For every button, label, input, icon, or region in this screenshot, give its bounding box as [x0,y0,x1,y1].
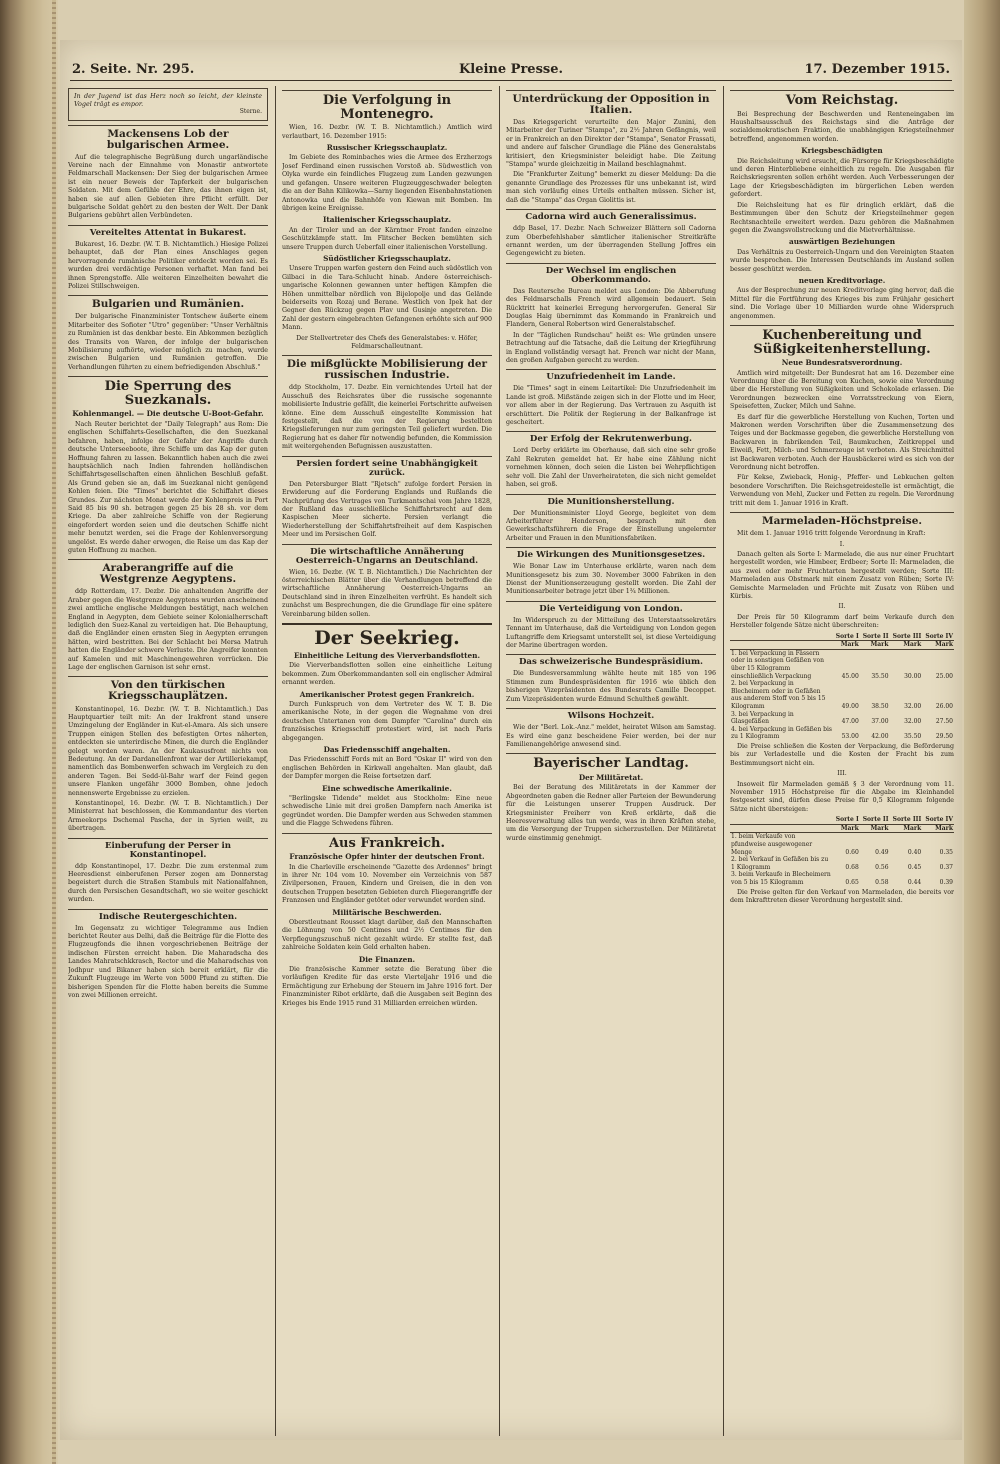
headline: Indische Reutergeschichten. [68,909,268,922]
table-row [730,856,954,871]
price-cell: 0.68 [845,863,859,871]
article-text: Für Kekse, Zwieback, Honig-, Pfeffer- und Lebkuchen gelten besondere Vorschriften. Die Reichsgetreidestelle ist ermächtigt, die Verwendung von Mehl, Zucker und Fetten zu regeln. Die Verordnung tritt mit dem 1. Januar 1916 in Kraft. [730,474,954,507]
headline: Persien fordert seine Unabhängigkeit zurück. [282,456,492,478]
price-cell: 0.60 [845,848,859,856]
article-text: Die "Frankfurter Zeitung" bemerkt zu dieser Meldung: Da die genannte Grundlage des Prozesses für uns unbekannt ist, wird man sich vorläufig eines Urteils enthalten müssen. Sicher ist, daß die "Stampa" das Organ Giolittis ist. [506,171,716,204]
article-text: "Berlingske Tidende" meldet aus Stockholm: Eine neue schwedische Linie mit drei großen Dampfern nach Amerika ist gegründet worden. Die Dampfer werden aus Schweden stammen und die Flagge Schwedens führen. [282,794,492,828]
headline: Mackensens Lob der bulgarischen Armee. [68,125,268,151]
section-number: III. [837,770,847,778]
headline: Die wirtschaftliche Annäherung Oesterreich-Ungarns an Deutschland. [282,544,492,566]
article-text: Insoweit für Marmeladen gemäß § 3 der Verordnung vom 11. November 1915 Höchstpreise für die Abgabe im Kleinhandel festgesetzt sind, dürfen diese Preise für 0,5 Kilogramm folgende Sätze nicht übersteigen: [730,780,954,813]
subheadline: Kriegsbeschädigten [801,146,883,156]
price-cell: 35.50 [871,672,889,680]
article-text: Aus der Besprechung zur neuen Kreditvorlage ging hervor, daß die Mittel für die Fortführung des Krieges bis zum Frühjahr gesichert sind. Die Vorlage über 10 Milliarden wurde ohne Widerspruch angenommen. [730,287,954,320]
headline: Marmeladen-Höchstpreise. [730,512,954,527]
issue-date: 17. Dezember 1915. [804,62,950,77]
article-text: Bei der Beratung des Militäretats in der Kammer der Abgeordneten gaben die Redner aller Parteien der Bewunderung für die Leistungen unserer Truppen Ausdruck. Der Kriegsminister Freiherr von Kreß erklärte, daß die Heeresverwaltung alles tun werde, was in ihren Kräften stehe, um die Versorgung der Truppen sicherzustellen. Der Militäretat wurde einstimmig genehmigt. [506,784,716,842]
article-text: Der bulgarische Finanzminister Tontschew äußerte einem Mitarbeiter des Sofioter "Utro" gegenüber: "Unser Verhältnis zu Rumänien ist das denkbar beste. Ein Abkommen bezüglich des Transits von Waren, der infolge der bulgarischen Mobilisierung aufhörte, wieder möglich zu machen, wurde zwischen Bulgarien und Rumänien getroffen. Die Verhandlungen führten zu einem befriedigenden Abschluß." [68,313,268,371]
article-text: Auf die telegraphische Begrüßung durch ungarländische Vereine nach der Einnahme von Monastir antwortete Feldmarschall Mackensen: Der Sieg der bulgarischen Armee ist ein neuer Beweis der Tapferkeit der bulgarischen Soldaten. Mit dem Gefühle der Ehre, das ihnen eigen ist, haben sie auf allen Gebieten ihre Pflicht erfüllt. Der bulgarische Soldat gehört zu den besten der Welt. Der Dank Bulgariens gebührt allen Verbündeten. [68,153,268,220]
headline: Die mißglückte Mobilisierung der russischen Industrie. [282,355,492,381]
subheadline: Italienischer Kriegsschauplatz. [322,215,452,225]
headline: Der Erfolg der Rekrutenwerbung. [506,431,716,444]
article-text: Das Reutersche Bureau meldet aus London: Die Abberufung des Feldmarschalls French wird allgemein bedauert. Sein Rücktritt hat keinerlei Erregung hervorgerufen. General Sir Douglas Haig übernimmt das Kommando in Frankreich und Flandern, General Robertson wird Generalstabschef. [506,287,716,329]
motto-signature: Sterne. [239,108,262,116]
price-cell: 27.50 [935,718,953,726]
column-unit: Mark [833,824,860,833]
table-row [730,871,954,886]
column-unit: Mark [890,824,923,833]
article-text: Bei Besprechung der Beschwerden und Renteneingaben im Haushaltsausschuß des Reichstags sind die Anträge der sozialdemokratischen Fraktion, die unabhängigen Kriegsteilnehmer betreffend, angenommen worden. [730,110,954,143]
article-text: Im Widerspruch zu der Mitteilung des Unterstaatssekretärs Tennant im Unterhause, daß die Verteidigung von London gegen Luftangriffe dem Kriegsamt unterstellt sei, ist diese Verteidigung der Marine übertragen worden. [506,616,716,650]
article-text: Mit dem 1. Januar 1916 tritt folgende Verordnung in Kraft: [737,530,926,538]
price-cell: 0.39 [939,878,953,886]
price-table-2 [730,816,954,886]
page-number: 2. Seite. Nr. 295. [72,62,195,77]
table-unit-row [730,641,954,650]
price-cell: 0.58 [875,878,889,886]
page-edge [964,0,1000,1464]
row-label: 1. beim Verkaufe von pfundweise ausgewogener Menge [731,833,813,856]
article-text: Durch Funkspruch von dem Vertreter des W. T. B. Die amerikanische Note, in der gegen die Wegnahme von drei deutschen Untertanen von dem Dampfer "Carolina" durch ein französisches Kriegsschiff protestiert wird, ist nach Paris abgegangen. [282,700,492,742]
article-text: Bukarest, 16. Dezbr. (W. T. B. Nichtamtlich.) Hiesige Polizei behauptet, daß der Plan eines Anschlages gegen hervorragende rumänische Politiker entdeckt worden sei. Es wurden drei verdächtige Personen verhaftet. Man fand bei ihnen Sprengstoffe. Alle weiteren Einzelheiten bewahrt die Polizei Stillschweigen. [68,240,268,290]
price-cell: 0.35 [939,848,953,856]
table-header-row [730,816,954,824]
subheadline: Kohlenmangel. — Die deutsche U-Boot-Gefahr. [72,409,264,419]
subheadline: Amerikanischer Protest gegen Frankreich. [299,689,475,699]
column-header: Sorte IV [922,816,954,824]
article-text: ddp Konstantinopel, 17. Dezbr. Die zum erstenmal zum Heeresdienst einberufenen Perser zogen am Donnerstag begeistert durch die Straßen Stambuls mit Nationalfahnen, durch den Persischen Gesandtschaft, wo sie weiter geschickt wurden. [68,862,268,904]
subheadline: Militärische Beschwerden. [332,907,442,917]
newspaper-page [60,40,962,1440]
section-number: II. [838,603,846,611]
article-text: Wien, 16. Dezbr. (W. T. B. Nichtamtlich.) Amtlich wird verlautbart, 16. Dezember 1915: [282,124,492,140]
headline: Die Verteidigung von London. [506,601,716,614]
headline: Cadorna wird auch Generalissimus. [506,209,716,222]
headline: Bulgarien und Rumänien. [68,295,268,310]
article-text: Den Petersburger Blatt "Rjetsch" zufolge fordert Persien in Erwiderung auf die Forderung Englands und Rußlands die Nachprüfung des Vertrages von Turkmantschai vom Jahre 1828, der Rußland das ausschließliche Schiffahrtsrecht auf dem Kaspischen Meer sicherte. Persien verlangt die Wiederherstellung der Schiffahrtsfreiheit auf dem Kaspischen Meer und im Persischen Golf. [282,480,492,539]
subheadline: Französische Opfer hinter der deutschen Front. [289,852,485,862]
column-3 [506,86,716,1436]
article-text: Die "Times" sagt in einem Leitartikel: Die Unzufriedenheit im Lande ist groß. Mißstände zeigen sich in der Flotte und im Heer, vor allem aber in der Regierung. Das Vertrauen zu Asquith ist erschüttert. Die Politik der Regierung in der Balkanfrage ist gescheitert. [506,385,716,427]
article-text: Der Munitionsminister Lloyd George, begleitet von dem Arbeiterführer Henderson, besprach mit den Gewerkschaftsführern die Frage der Einstellung ungelernter Arbeiter und Frauen in den Munitionsfabriken. [506,509,716,542]
table-row [730,833,954,856]
price-cell: 0.56 [875,863,889,871]
headline: Vereiteltes Attentat in Bukarest. [68,225,268,238]
article-text: Das Verhältnis zu Oesterreich-Ungarn und den Vereinigten Staaten wurde besprochen. Die Interessen Deutschlands im Ausland sollen besser geschützt werden. [730,248,954,273]
price-cell: 49.00 [841,702,859,710]
article-text: ddp Basel, 17. Dezbr. Nach Schweizer Blättern soll Cadorna zum Oberbefehlshaber sämtlicher italienischer Streitkräfte ernannt werden, um der überragenden Stellung Joffres ein Gegengewicht zu bieten. [506,225,716,258]
columns [68,86,956,1436]
price-cell: 0.49 [875,848,889,856]
headline: Unterdrückung der Opposition in Italien. [506,90,716,116]
article-text: Die Reichsleitung wird ersucht, die Fürsorge für Kriegsbeschädigte und deren Hinterbliebene einheitlich zu regeln. Die Ausgaben für Reichskriegsrenten sollen erhöht werden. Auch Verbesserungen der Lage der Kriegsbeschädigten im bürgerlichen Leben werden gefordert. [730,157,954,199]
motto-box [68,88,268,121]
column-unit: Mark [860,824,890,833]
subheadline: Eine schwedische Amerikalinie. [322,783,452,793]
headline: Die Wirkungen des Munitionsgesetzes. [506,547,716,560]
headline: Die Munitionsherstellung. [506,494,716,507]
price-cell: 53.00 [841,733,859,741]
article-text: In die Charleville erscheinende "Gazette des Ardennes" bringt in ihrer Nr. 104 vom 10. November ein Verzeichnis von 587 Zivilpersonen, Frauen, Kindern und Greisen, die in den von deutschen Truppen besetzten Gebieten durch Fliegerangriffe der Franzosen und Engländer getötet oder verwundet worden sind. [282,863,492,905]
headline: Die Sperrung des Suezkanals. [68,376,268,407]
article-text: Die Reichsleitung hat es für dringlich erklärt, daß die Bestimmungen über den Schutz der Kriegsteilnehmer gegen Rechtsnachteile erweitert werden. Dazu gehören die Maßnahmen gegen die Zwangsvollstreckung und die Mietverhältnisse. [730,201,954,234]
column-header: Sorte II [860,816,890,824]
column-unit: Mark [922,824,954,833]
section-number: I. [839,540,845,548]
column-header: Sorte I [833,816,860,824]
table-row [730,711,954,726]
headline: Kuchenbereitung und Süßigkeitenherstellung. [730,325,954,356]
price-cell: 0.65 [845,878,859,886]
subheadline: Russischer Kriegsschauplatz. [326,143,448,153]
price-cell: 37.00 [871,718,889,726]
article-text: ddp Rotterdam, 17. Dezbr. Die anhaltenden Angriffe der Araber gegen die Westgrenze Aegyptens wurden anscheinend zwei amtliche englische Meldungen bestätigt, nach welchen England in Aegypten, dem Gebiete seiner Kolonialherrschaft lediglich den Suez-Kanal zu verteidigen hat. Die Behauptung, daß die Engländer einen ernsten Sieg in Aegypten errungen hätten, wird bestritten. Bei der Schlacht bei Mersa Matruh hatten die Engländer schwere Verluste. Die Angreifer konnten auf Kamelen und mit Maschinengewehren vorrücken. Die Lage der englischen Garnison ist sehr ernst. [68,588,268,672]
article-text: Die Bundesversammlung wählte heute mit 185 von 196 Stimmen zum Bundespräsidenten für 1916 wie üblich den bisherigen Vizepräsidenten des Bundesrats Camille Decoppet. Zum Vizepräsidenten wurde Edmund Schultheß gewählt. [506,670,716,703]
table-row [730,649,954,680]
article-text: Nach Reuter berichtet der "Daily Telegraph" aus Rom: Die englischen Schiffahrts-Gesellschaften, die den Suezkanal befahren, haben, infolge der Gefahr der Angriffe durch deutsche Unterseeboote, ihre Schiffe um das Kap der guten Hoffnung fahren zu lassen. Bekanntlich haben auch die zwei hauptsächlich nach Indien fahrenden holländischen Schiffahrtsgesellschaften einen ähnlichen Beschluß gefaßt. Als Grund geben sie an, daß im Suezkanal nicht genügend Kohlen feien. Die "Times" berichtet die Schiffahrt dieses Grundes. Zur nächsten Monat werde der Kohlenpreis in Port Said 85 bis 90 sh. betragen gegen 25 bis 28 sh. vor dem Kriege. Da aber zahlreiche Schiffe von der Regierung eingefordert worden seien und die deutschen Schiffe nicht mehr benutzt werden, sei die Frage der Kohlenversorgung ungelöst. Es werde daher erwogen, die Reise um das Kap der guten Hoffnung zu machen. [68,420,268,554]
article-text: Die französische Kammer setzte die Beratung über die vorläufigen Kredite für das erste Vierteljahr 1916 und die Ermächtigung zur Erhebung der Steuern im Jahre 1916 fort. Der Finanzminister Ribot erklärte, daß die Ausgaben seit Beginn des Krieges bis Ende 1915 rund 31 Milliarden erreichen würden. [282,966,492,1007]
column-rule [723,86,724,1436]
column-4 [730,86,954,1436]
row-label: 3. beim Verkaufe in Blecheimern von 5 bis 15 Kilogramm [731,871,831,886]
headline: Vom Reichstag. [730,90,954,108]
row-label: 2. bei Verkauf in Gefäßen bis zu 1 Kilogramm [731,856,829,871]
price-cell: 26.00 [935,702,953,710]
headline: Einberufung der Perser in Konstantinopel. [68,838,268,860]
headline: Bayerischer Landtag. [506,753,716,771]
article-text: Der Preis für 50 Kilogramm darf beim Verkaufe durch den Hersteller folgende Sätze nicht überschreiten: [730,613,954,630]
price-cell: 25.00 [935,672,953,680]
column-rule [275,86,276,1436]
table-row [730,726,954,741]
article-text: Die Preise gelten für den Verkauf von Marmeladen, die bereits vor dem Inkrafttreten dieser Verordnung hergestellt sind. [730,888,954,904]
column-header: Sorte III [890,633,923,641]
subheadline: Einheitliche Leitung des Vierverbandsflotten. [293,650,481,660]
article-text: Unsere Truppen warfen gestern den Feind auch südöstlich von Gilbaci in die Tara-Schlucht hinab. Andere österreichisch-ungarische Kolonnen gewannen unter heftigen Kämpfen die Höhen unmittelbar nördlich von Bijelopolje und das Gelände beiderseits von Rozaj und Berane. Westlich von Ipek hat der Gegner den Rückzug gegen Plav und Gusinje angetreten. Die Zahl der gestern eingebrachten Gefangenen erhöhte sich auf 900 Mann. [282,265,492,332]
headline: Der Wechsel im englischen Oberkommando. [506,263,716,285]
column-unit: Mark [833,641,860,650]
column-header: Sorte III [890,816,923,824]
price-cell: 0.37 [939,863,953,871]
price-cell: 0.40 [907,848,922,856]
price-cell: 0.45 [907,863,922,871]
article-text: In der "Täglichen Rundschau" heißt es: Wie gründen unsere Betrachtung auf die Tatsache, daß die Leitung der Kriegführung in England vollständig versagt hat. French war nicht der Mann, den großen Aufgaben gerecht zu werden. [506,331,716,365]
column-unit: Mark [890,641,923,650]
article-text: Die Preise schließen die Kosten der Verpackung, die Beförderung bis zur Verladestelle und die Kosten der Fracht bis zum Bestimmungsort nicht ein. [730,742,954,767]
table-header-row [730,633,954,641]
article-text: Es darf für die gewerbliche Herstellung von Kuchen, Torten und Makronen werden Vorschriften über die Zusammensetzung des Teiges und der Backmasse gegeben, die gewerbliche Herstellung von Backwaren in fabrikenden Teil, Baumkuchen, Zeitkreppel und Eiweiß, Fett, Milch- und Schmerzeuge ist verboten. Als Streichmittel ist Backwaren verboten. Auch der Hausbäckerei wird es sich von der Verordnung nicht betroffen. [730,413,954,472]
column-unit: Mark [860,641,890,650]
article-text: Im Gebiete des Rominbaches wies die Armee des Erzherzogs Josef Ferdinand einen russischen Vorstoß ab. Südwestlich von Olyka wurde ein feindliches Flugzeug zum Landen gezwungen und gefangen. Unsere weiteren Flugzeuggeschwader belegten die an der Bahn Kilikowka—Sarny liegenden Eisenbahnstationen Antonowka und die Bahnhöfe von Kiewan mit Bomben. Im übrigen keine Ereignisse. [282,154,492,212]
column-header: Sorte I [833,633,860,641]
headline: Die Verfolgung in Montenegro. [282,90,492,121]
article-text: Im Gegensatz zu wichtiger Telegramme aus Indien berichtet Reuter aus Delhi, daß die Beiträge für die Flotte des Flugzeugfonds die ihnen vorgeschriebenen Beiträge der indischen Fürsten erreicht haben. Die Maharadscha des Landes Mahratschkkrasch, Rector und die Maharadschas von Jodhpur und Bikaner haben sich bereit erklärt, für die Zukunft Flugzeuge im Werte von 5000 Pfund zu stiften. Die bisherigen Spenden für die Flotte haben bereits die Summe von zwei Millionen erreicht. [68,924,268,999]
subheadline: Neue Bundesratsverordnung. [781,358,903,368]
article-text: Wien, 16. Dezbr. (W. T. B. Nichtamtlich.) Die Nachrichten der österreichischen Blätter über die Verhandlungen betreffend die wirtschaftliche Annäherung Oesterreich-Ungarns an Deutschland sind in ihren Einzelheiten verfrüht. Es handelt sich zunächst um Besprechungen, die die Grundlage für eine spätere Vereinbarung bilden sollen. [282,568,492,618]
motto-text: In der Jugend ist das Herz noch so leicht, der kleinste Vogel trägt es empor. [74,92,262,109]
headline: Wilsons Hochzeit. [506,708,716,721]
subheadline: Der Militäretat. [578,772,644,782]
subheadline: Das Friedensschiff angehalten. [323,744,451,754]
article-text: Das Kriegsgericht verurteilte den Major Zunini, den Mitarbeiter der Turiner "Stampa", zu 2½ Jahren Gefängnis, weil er in Frankreich an den Direktor der "Stampa", Senator Frassati, und andere auf falscher Grundlage die Pläne des Generalstabs kritisiert, den Kriegsminister beleidigt habe. Die Zeitung "Stampa" wurde gleichzeitig in Mailand beschlagnahmt. [506,119,716,169]
headline: Unzufriedenheit im Lande. [506,369,716,382]
headline: Das schweizerische Bundespräsidium. [506,654,716,667]
price-cell: 47.00 [841,718,859,726]
row-label: 2. bei Verpackung in Blecheimern oder in Gefäßen aus anderem Stoff von 5 bis 15 Kilogramm [731,680,826,710]
headline: Von den türkischen Kriegsschauplätzen. [68,676,268,702]
signature: Der Stellvertreter des Chefs des Generalstabes: v. Höfer, Feldmarschalleutnant. [296,334,478,350]
article-text: Amtlich wird mitgeteilt: Der Bundesrat hat am 16. Dezember eine Verordnung über die Bereitung von Kuchen, sowie eine Verordnung über die Herstellung von Süßigkeiten und Schokolade erlassen. Die Verordnungen bezwecken eine Vorratsstreckung von Eiern, Speisefetten, Zucker, Milch und Sahne. [730,369,954,411]
article-text: Das Friedensschiff Fords mit an Bord "Oskar II" wird von den englischen Behörden in Kirkwall angehalten. Man glaubt, daß der Dampfer morgen die Reise fortsetzen darf. [282,756,492,781]
page-header [70,58,952,81]
price-cell: 45.00 [841,672,859,680]
headline: Araberangriffe auf die Westgrenze Aegyptens. [68,559,268,585]
subheadline: Südöstlicher Kriegsschauplatz. [323,253,451,263]
row-label: 3. bei Verpackung in Glasgefäßen [731,710,794,726]
row-label: 1. bei Verpackung in Fässern oder in sonstigen Gefäßen von über 15 Kilogramm einschließlich Verpackung [731,649,824,680]
article-text: Wie Bonar Law im Unterhause erklärte, waren nach dem Munitionsgesetz bis zum 30. November 3000 Fabriken in den Dienst der Munitionserzeugung gestellt worden. Die Zahl der Munitionsarbeiter betrage jetzt über 1¾ Millionen. [506,563,716,596]
price-cell: 38.50 [871,702,889,710]
price-cell: 32.00 [904,718,922,726]
price-cell: 32.00 [904,702,922,710]
article-text: Oberstleutnant Rousset klagt darüber, daß den Mannschaften die Löhnung von 50 Centimes und 2½ Centimes für den Verpflegungszuschuß nicht gezahlt würde. Er stellte fest, daß zahlreiche Soldaten kein Geld erhalten haben. [282,919,492,952]
price-cell: 42.00 [871,733,889,741]
book-spine [0,0,58,1464]
price-cell: 29.50 [935,733,953,741]
headline: Aus Frankreich. [282,833,492,851]
newspaper-title: Kleine Presse. [458,62,564,77]
article-text: Danach gelten als Sorte I: Marmelade, die aus nur einer Fruchtart hergestellt worden, wie Himbeer, Erdbeer; Sorte II: Marmeladen, die aus zwei oder mehr Fruchtarten hergestellt werden; Sorte III: Marmeladen aus Obstmark mit einem Zusatz von Rüben; Sorte IV: Gemischte Marmeladen und Früchte mit Zusatz von Rüben und Kürbis. [730,550,954,600]
table-row [730,680,954,710]
article-text: Die Vierverbandsflotten sollen eine einheitliche Leitung bekommen. Zum Oberkommandanten soll ein englischer Admiral ernannt werden. [282,662,492,687]
column-unit: Mark [922,641,954,650]
article-text: Konstantinopel, 16. Dezbr. (W. T. B. Nichtamtlich.) Das Hauptquartier teilt mit: An der Irakfront stand unsere Umzingelung der Engländer in Kut-el-Amara. Als sich unsere Truppen einigen Stellen des befestigten Ortes näherten, entdeckten sie unterirdische Minen, die durch die Engländer gelegt worden waren. An der Kaukasusfront nichts von Bedeutung. An der Dardanellenfront war der Artilleriekampf, namentlich das Bombenwerfen schwach im Vergleich zu den anderen Tagen. Bei Sedd-ül-Bahr warf der Feind gegen unsere Flanken ungefähr 3000 Bomben, ohne jedoch nennenswerte Ergebnisse zu erzielen. [68,705,268,797]
row-label: 4. bei Verpackung in Gefäßen bis zu 1 Kilogramm [731,725,832,741]
article-text: ddp Stockholm, 17. Dezbr. Ein vernichtendes Urteil hat der Ausschuß des Reichsrates über die russische sogenannte mobilisierte Industrie gefällt, die keinerlei Fortschritte aufweisen könne. Eine dem Ausschuß eingestellte Kommission hat festgestellt, daß die von der Regierung bestellten Kriegslieferungen nur zum geringsten Teil geliefert wurden. Die Regierung hat es daher für notwendig befunden, die Kommission mit weitergehenden Befugnissen auszustatten. [282,384,492,451]
subheadline: Die Finanzen. [358,954,416,964]
column-2 [282,86,492,1436]
column-header: Sorte II [860,633,890,641]
price-cell: 30.00 [904,672,922,680]
subheadline: auswärtigen Beziehungen [788,237,896,247]
price-cell: 35.50 [904,733,922,741]
subheadline: neuen Kreditvorlage. [798,275,886,285]
article-text: Lord Derby erklärte im Oberhause, daß sich eine sehr große Zahl Rekruten gemeldet hat. Er habe eine Zählung nicht vornehmen können, doch seien die Listen bei Wehrpflichtigen sehr voll. Die Zahl der Unverheirateten, die sich nicht gemeldet haben, sei groß. [506,447,716,489]
article-text: Konstantinopel, 16. Dezbr. (W. T. B. Nichtamtlich.) Der Ministerrat hat beschlossen, die Kommandantur des vierten Armeekorps Dschemal Pascha, der in Syrien weilt, zu übertragen. [68,799,268,833]
price-table-1 [730,633,954,741]
price-cell: 0.44 [907,878,922,886]
table-unit-row [730,824,954,833]
column-rule [499,86,500,1436]
article-text: An der Tiroler und an der Kärntner Front fanden einzelne Geschützkämpfe statt. Im Flitscher Becken bemühten sich unsere Truppen durch Ueberfall einer italienischen Vorstellung. [282,226,492,251]
article-text: Wie der "Berl. Lok.-Anz." meldet, heiratet Wilson am Samstag. Es wird eine ganz bescheidene Feier werden, bei der nur Familienangehörige anwesend sind. [506,724,716,748]
headline-seekrieg: Der Seekrieg. [282,623,492,649]
column-1 [68,86,268,1436]
column-header: Sorte IV [922,633,954,641]
